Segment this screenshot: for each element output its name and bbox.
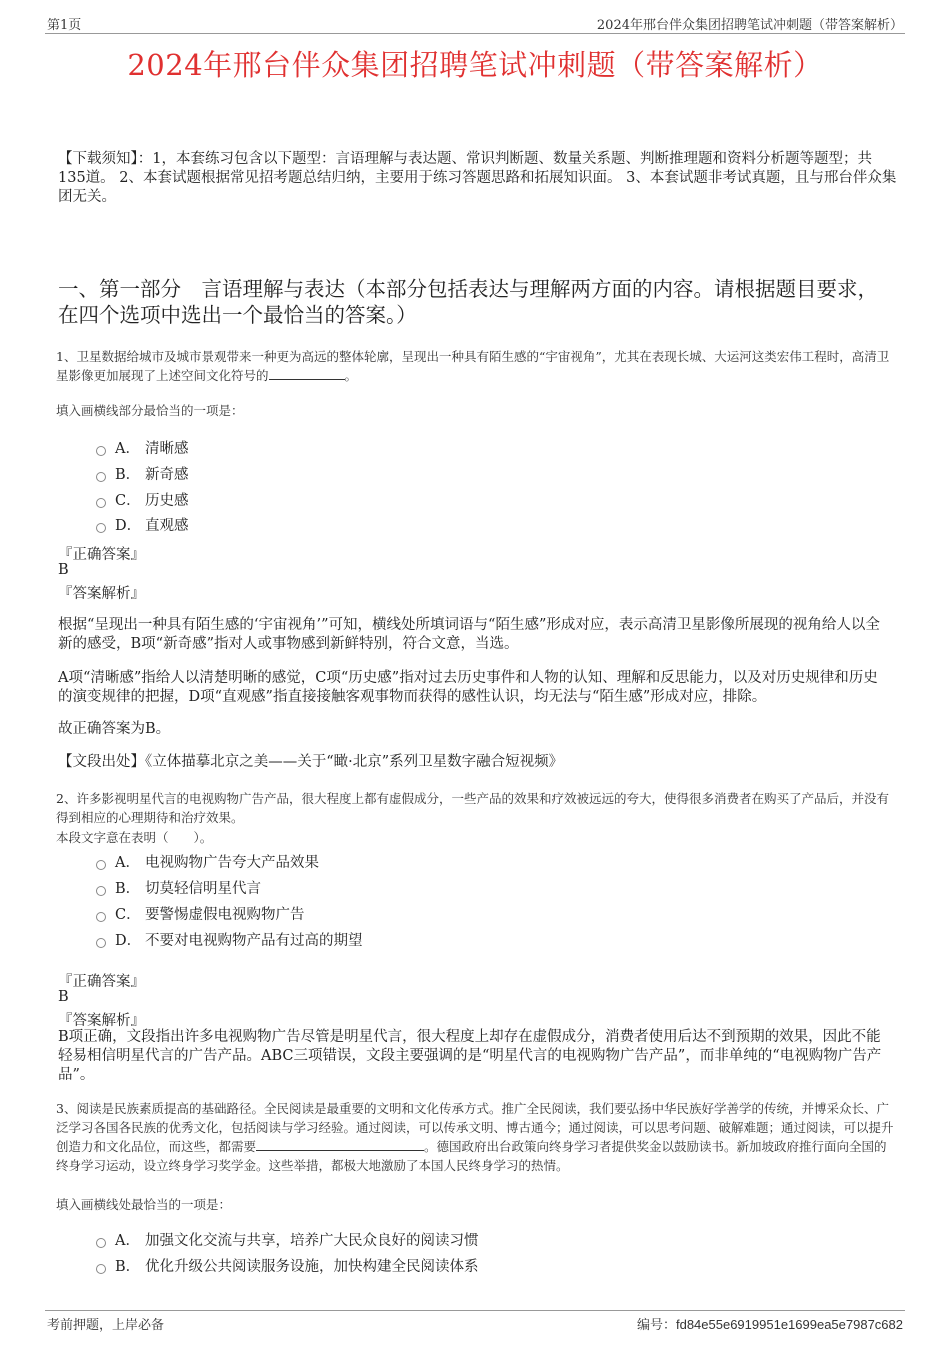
question-3-prompt: 填入画横线处最恰当的一项是：: [56, 1197, 232, 1212]
download-notice: 【下载须知】：1，本套练习包含以下题型：言语理解与表达题、常识判断题、数量关系题、判断推理题和资料分析题等题型；共135道。 2、本套试题根据常见招考题总结归纳，主要用于练习答题思路和拓展知识面。 3、本套试题非考试真题，且与邢台伴众集团无关。: [58, 151, 897, 205]
radio-icon[interactable]: [96, 886, 106, 896]
option-text: 加强文化交流与共享，培养广大民众良好的阅读习惯: [145, 1233, 479, 1249]
option-text: 优化升级公共阅读服务设施，加快构建全民阅读体系: [145, 1259, 479, 1275]
option-letter: C．: [115, 907, 141, 923]
question-2-option-a[interactable]: [96, 851, 319, 872]
radio-icon[interactable]: [96, 472, 106, 482]
question-2-text: 2、许多影视明星代言的电视购物广告产品，很大程度上都有虚假成分，一些产品的效果和疗效被远远的夸大，使得很多消费者在购买了产品后，并没有得到相应的心理期待和治疗效果。: [56, 791, 889, 825]
footer-code-label: 编号：: [636, 1318, 676, 1333]
header-divider: [45, 33, 905, 34]
option-text: 切莫轻信明星代言: [145, 881, 261, 897]
radio-icon[interactable]: [96, 912, 106, 922]
question-2-option-c[interactable]: [96, 903, 305, 924]
option-letter: B．: [115, 881, 141, 897]
option-text: 清晰感: [145, 441, 189, 457]
section-title: 一、第一部分 言语理解与表达（本部分包括表达与理解两方面的内容。请根据题目要求，在四个选项中选出一个最恰当的答案。）: [58, 277, 878, 327]
source-citation: 【文段出处】《立体描摹北京之美——关于“瞰·北京”系列卫星数字融合短视频》: [58, 754, 564, 770]
radio-icon[interactable]: [96, 938, 106, 948]
option-letter: C．: [115, 493, 141, 509]
question-1-prompt: 填入画横线部分最恰当的一项是：: [56, 403, 244, 418]
question-3-option-b[interactable]: [96, 1255, 479, 1276]
analysis-paragraph: 根据“呈现出一种具有陌生感的‘宇宙视角’”可知，横线处所填词语与“陌生感”形成对应，表示高清卫星影像所展现的视角给人以全新的感受，B项“新奇感”指对人或事物感到新鲜特别，符合文意，当选。: [58, 617, 880, 652]
option-letter: B．: [115, 467, 141, 483]
question-1-option-c[interactable]: [96, 489, 189, 510]
answer-value: B: [58, 989, 69, 1005]
radio-icon[interactable]: [96, 1238, 106, 1248]
footer-code: [637, 1314, 903, 1333]
header-page-number: 第1页: [47, 18, 82, 33]
answer-value: B: [58, 562, 69, 578]
option-letter: B．: [115, 1259, 141, 1275]
analysis-label: 『答案解析』: [58, 586, 145, 602]
analysis-label: 『答案解析』: [58, 1013, 145, 1029]
option-text: 新奇感: [145, 467, 189, 483]
question-1-end: 。: [344, 368, 358, 383]
footer-divider: [45, 1310, 905, 1311]
option-text: 电视购物广告夸大产品效果: [145, 855, 319, 871]
question-1-text: [56, 347, 898, 385]
question-2-option-d[interactable]: [96, 929, 363, 950]
answer-label: 『正确答案』: [58, 974, 145, 990]
answer-label: 『正确答案』: [58, 547, 145, 563]
radio-icon[interactable]: [96, 446, 106, 456]
question-1-body: 1、卫星数据给城市及城市景观带来一种更为高远的整体轮廓，呈现出一种具有陌生感的“宇宙视角”，尤其在表现长城、大运河这类宏伟工程时，高清卫星影像更加展现了上述空间文化符号的: [56, 349, 890, 383]
radio-icon[interactable]: [96, 860, 106, 870]
question-3-body-end: 。德国政府出台政策向终身学习者提供奖金以鼓励读书。新加坡政府推行面向全国的终身学习运动，设立终身学习奖学金。这些举措，都极大地激励了本国人民终身学习的热情。: [56, 1139, 887, 1173]
option-letter: A．: [115, 855, 140, 871]
option-letter: D．: [115, 518, 142, 534]
option-text: 要警惕虚假电视购物广告: [145, 907, 305, 923]
option-letter: A．: [115, 1233, 140, 1249]
option-letter: A．: [115, 441, 140, 457]
footer-slogan: 考前押题，上岸必备: [47, 1318, 165, 1333]
footer-code-value: fd84e55e6919951e1699ea5e7987c682: [675, 1317, 903, 1332]
question-3-body: 3、阅读是民族素质提高的基础路径。全民阅读是最重要的文明和文化传承方式。推广全民阅读，我们要弘扬中华民族好学善学的传统，并博采众长、广泛学习各国各民族的优秀文化，包括阅读与学习经验。通过阅读，可以传承文明、博古通今；通过阅读，可以思考问题、破解难题；通过阅读，可以提升创造力和文化品位，而这些，都需要: [56, 1101, 894, 1154]
question-1-option-d[interactable]: [96, 514, 189, 535]
question-1-option-a[interactable]: [96, 437, 189, 458]
option-text: 历史感: [145, 493, 189, 509]
header-doc-title: 2024年邢台伴众集团招聘笔试冲刺题（带答案解析）: [596, 18, 903, 33]
question-3-option-a[interactable]: [96, 1229, 479, 1250]
radio-icon[interactable]: [96, 498, 106, 508]
answer-blank: [256, 1138, 424, 1151]
answer-blank: [269, 367, 345, 380]
analysis-paragraph: A项“清晰感”指给人以清楚明晰的感觉，C项“历史感”指对过去历史事件和人物的认知、理解和反思能力，以及对历史规律和历史的演变规律的把握，D项“直观感”指直接接触客观事物而获得的感性认识，均无法与“陌生感”形成对应，排除。: [58, 670, 878, 705]
analysis-paragraph: B项正确，文段指出许多电视购物广告尽管是明星代言，很大程度上却存在虚假成分，消费者使用后达不到预期的效果，因此不能轻易相信明星代言的广告产品。ABC三项错误，文段主要强调的是“明星代言的电视购物广告产品”，而非单纯的“电视购物广告产品”。: [58, 1029, 882, 1083]
option-text: 不要对电视购物产品有过高的期望: [145, 933, 363, 949]
radio-icon[interactable]: [96, 523, 106, 533]
option-text: 直观感: [145, 518, 189, 534]
question-2-option-b[interactable]: [96, 877, 261, 898]
question-2-prompt: 本段文字意在表明（ ）。: [56, 830, 213, 845]
question-1-option-b[interactable]: [96, 463, 189, 484]
analysis-conclusion: 故正确答案为B。: [58, 721, 171, 737]
question-3-text: [56, 1099, 898, 1175]
radio-icon[interactable]: [96, 1264, 106, 1274]
page-title: 2024年邢台伴众集团招聘笔试冲刺题（带答案解析）: [127, 48, 823, 82]
option-letter: D．: [115, 933, 142, 949]
